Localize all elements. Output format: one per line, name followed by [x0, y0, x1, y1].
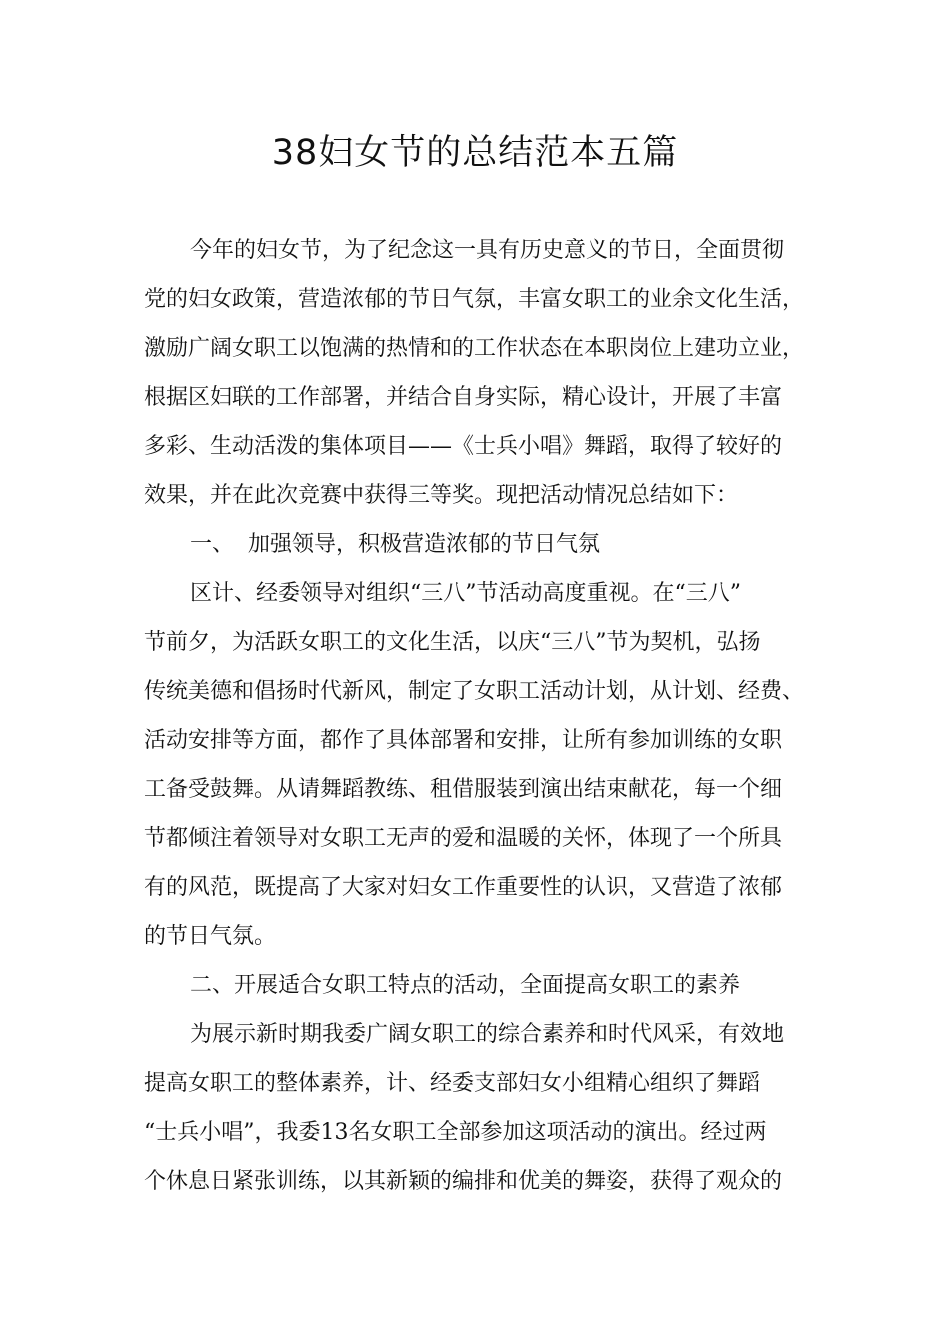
document-title: 38妇女节的总结范本五篇 — [271, 133, 679, 173]
paragraph-line: 效果，并在此次竞赛中获得三等奖。现把活动情况总结如下： — [144, 483, 739, 508]
paragraph-line: 多彩、生动活泼的集体项目——《士兵小唱》舞蹈，取得了较好的 — [144, 434, 783, 459]
paragraph-line: 今年的妇女节，为了纪念这一具有历史意义的节日，全面贯彻 — [190, 238, 785, 263]
paragraph-line: 党的妇女政策，营造浓郁的节日气氛，丰富女职工的业余文化生活， — [144, 287, 805, 312]
paragraph-line: 提高女职工的整体素养，计、经委支部妇女小组精心组织了舞蹈 — [144, 1071, 761, 1096]
paragraph-line: 传统美德和倡扬时代新风，制定了女职工活动计划，从计划、经费、 — [144, 679, 805, 704]
paragraph-line: 激励广阔女职工以饱满的热情和的工作状态在本职岗位上建功立业， — [144, 336, 805, 361]
paragraph-line: 活动安排等方面，都作了具体部署和安排，让所有参加训练的女职 — [144, 728, 783, 753]
paragraph-line: 的节日气氛。 — [144, 924, 277, 949]
paragraph-line: 有的风范，既提高了大家对妇女工作重要性的认识，又营造了浓郁 — [144, 875, 783, 900]
paragraph-line: 为展示新时期我委广阔女职工的综合素养和时代风采，有效地 — [190, 1022, 785, 1047]
paragraph-line: 根据区妇联的工作部署，并结合自身实际，精心设计，开展了丰富 — [144, 385, 783, 410]
paragraph-line: 节前夕，为活跃女职工的文化生活，以庆“三八”节为契机，弘扬 — [144, 630, 761, 655]
paragraph-line: 工备受鼓舞。从请舞蹈教练、租借服装到演出结束献花，每一个细 — [144, 777, 783, 802]
paragraph-line: 区计、经委领导对组织“三八”节活动高度重视。在“三八” — [190, 581, 741, 606]
paragraph-line: “士兵小唱”，我委13名女职工全部参加这项活动的演出。经过两 — [144, 1120, 767, 1145]
document-body — [144, 226, 832, 1206]
section-heading: 一、 加强领导，积极营造浓郁的节日气氛 — [190, 532, 600, 557]
section-heading: 二、开展适合女职工特点的活动，全面提高女职工的素养 — [190, 973, 741, 998]
paragraph-line: 节都倾注着领导对女职工无声的爱和温暖的关怀，体现了一个所具 — [144, 826, 783, 851]
paragraph-line: 个休息日紧张训练，以其新颖的编排和优美的舞姿，获得了观众的 — [144, 1169, 783, 1194]
